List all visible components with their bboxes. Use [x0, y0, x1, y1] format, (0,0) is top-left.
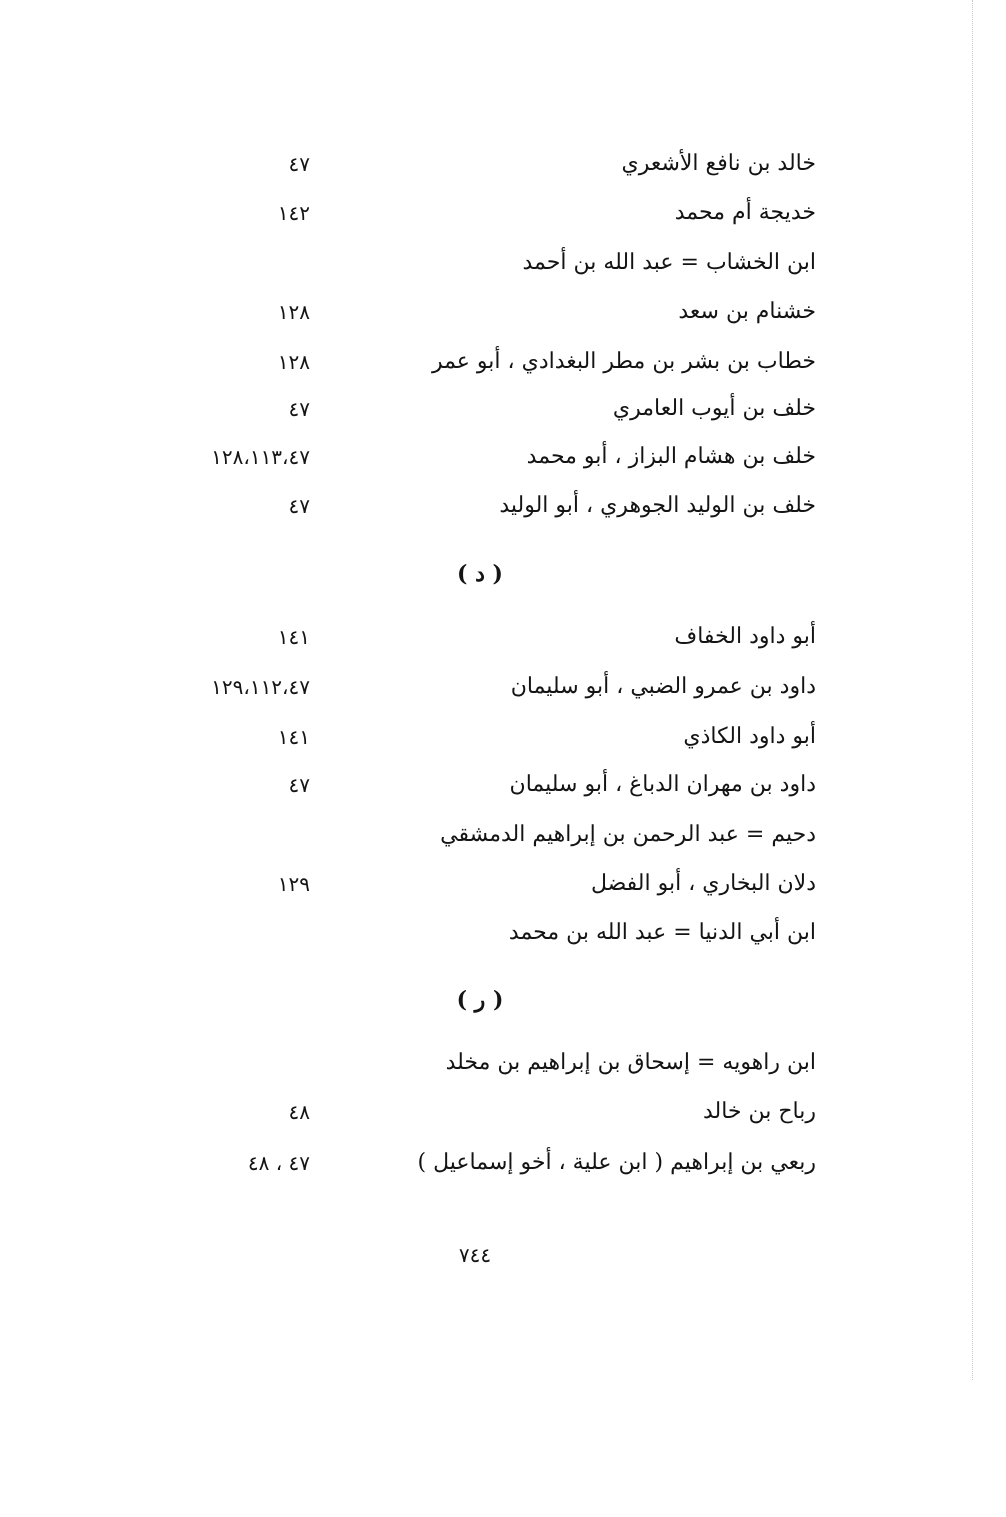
entry-name: ابن أبي الدنيا = عبد الله بن محمد [508, 920, 816, 945]
index-entry [150, 617, 816, 657]
entry-pages: ١٤٢ [277, 201, 310, 225]
entry-pages: ٤٧ [288, 773, 310, 797]
index-entry [150, 765, 816, 805]
entry-pages: ٤٧ [288, 152, 310, 176]
entry-name: خطاب بن بشر بن مطر البغدادي ، أبو عمر [431, 349, 816, 374]
entry-name: خلف بن الوليد الجوهري ، أبو الوليد [499, 493, 816, 518]
entry-pages: ١٢٩ [277, 872, 310, 896]
entry-pages: ١٢٨ [277, 300, 310, 324]
entry-name: خلف بن هشام البزاز ، أبو محمد [526, 444, 816, 469]
index-entry [150, 717, 816, 757]
index-entry [150, 389, 816, 429]
entry-name: أبو داود الخفاف [674, 624, 816, 649]
entry-pages: ١٤١ [277, 725, 310, 749]
index-entry [150, 815, 816, 855]
entry-pages: ١٢٨،١١٣،٤٧ [211, 445, 310, 469]
entry-name: داود بن مهران الدباغ ، أبو سليمان [509, 772, 816, 797]
entry-name: ابن الخشاب = عبد الله بن أحمد [522, 250, 816, 275]
index-entry [150, 1092, 816, 1132]
entry-name: دحيم = عبد الرحمن بن إبراهيم الدمشقي [440, 822, 816, 847]
index-entry [150, 667, 816, 707]
index-entry [150, 144, 816, 184]
entry-name: داود بن عمرو الضبي ، أبو سليمان [510, 674, 816, 699]
entry-name: ربعي بن إبراهيم ( ابن علية ، أخو إسماعيل ) [417, 1150, 816, 1175]
entry-name: رباح بن خالد [702, 1099, 816, 1124]
index-entry [150, 193, 816, 233]
index-entry [150, 1043, 816, 1083]
index-entry [150, 243, 816, 283]
entry-name: خالد بن نافع الأشعري [621, 151, 816, 176]
entry-name: خشنام بن سعد [678, 299, 816, 324]
index-entry [150, 437, 816, 477]
index-entry [150, 864, 816, 904]
entry-pages: ٤٧ ، ٤٨ [247, 1151, 310, 1175]
page-number: ٧٤٤ [458, 1243, 492, 1267]
entry-name: دلان البخاري ، أبو الفضل [590, 871, 816, 896]
section-heading-dal: ( د ) [457, 561, 503, 587]
index-entry [150, 342, 816, 382]
page-edge-line [972, 0, 973, 1380]
section-heading-ra: ( ر ) [456, 987, 504, 1013]
entry-name: خديجة أم محمد [674, 200, 816, 225]
entry-pages: ١٢٩،١١٢،٤٧ [211, 675, 310, 699]
entry-pages: ٤٧ [288, 494, 310, 518]
entry-pages: ٤٧ [288, 397, 310, 421]
index-entry [150, 913, 816, 953]
entry-pages: ١٢٨ [277, 350, 310, 374]
entry-name: أبو داود الكاذي [683, 724, 816, 749]
entry-name: ابن راهويه = إسحاق بن إبراهيم بن مخلد [445, 1050, 816, 1075]
entry-name: خلف بن أيوب العامري [612, 396, 816, 421]
index-entry [150, 292, 816, 332]
entry-pages: ٤٨ [288, 1100, 310, 1124]
index-entry [150, 1143, 816, 1183]
entry-pages: ١٤١ [277, 625, 310, 649]
index-entry [150, 486, 816, 526]
